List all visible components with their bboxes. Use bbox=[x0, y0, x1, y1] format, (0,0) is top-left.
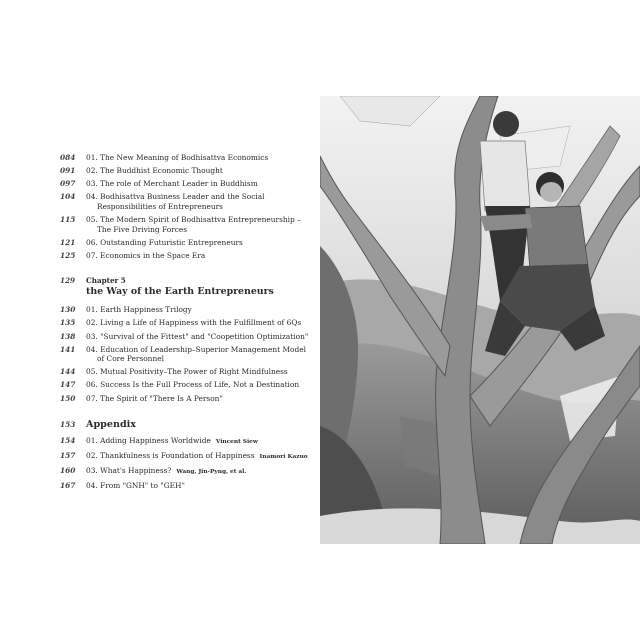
toc-entry-title bbox=[86, 179, 310, 189]
toc-entry bbox=[60, 192, 310, 211]
toc-entry-author: Inamori Kazuo bbox=[259, 454, 308, 461]
toc-entry-title bbox=[86, 153, 310, 163]
toc-entry bbox=[60, 166, 310, 176]
chapter-heading-row bbox=[60, 276, 310, 285]
toc-entry bbox=[60, 153, 310, 163]
toc-entry-line: 06. Outstanding Futuristic Entrepreneurs bbox=[86, 237, 243, 247]
toc-page-number: 097 bbox=[60, 179, 76, 189]
toc-entry-line: 01. Earth Happiness Trilogy bbox=[86, 305, 192, 315]
toc-entry bbox=[60, 251, 310, 261]
toc-entry bbox=[60, 436, 310, 448]
toc-entry-line: 07. The Spirit of "There Is A Person" bbox=[86, 393, 223, 403]
toc-entry bbox=[60, 394, 310, 404]
toc-entry bbox=[60, 215, 310, 234]
toc-page-number: 141 bbox=[60, 344, 76, 354]
toc-entry bbox=[60, 466, 310, 478]
toc-entry-line: 03. The role of Merchant Leader in Buddhism bbox=[86, 179, 258, 189]
appendix-heading-row bbox=[60, 419, 310, 430]
chapter-page-number: 129 bbox=[60, 276, 76, 286]
toc-entry-author: Wang, Jin-Pyng, et al. bbox=[176, 469, 247, 476]
toc-page-number: 147 bbox=[60, 380, 76, 390]
toc-page-number: 084 bbox=[60, 153, 76, 162]
toc-page-number: 135 bbox=[60, 318, 76, 328]
toc-entry bbox=[60, 345, 310, 364]
toc-page-number: 115 bbox=[60, 214, 76, 224]
toc-page-number: 154 bbox=[60, 436, 76, 446]
toc-entry-line: 04. From "GNH" to "GEH" bbox=[86, 481, 185, 491]
toc-entry-title bbox=[86, 238, 310, 248]
toc-entry-line: 02. Living a Life of Happiness with the Fulfillment of 6Qs bbox=[86, 318, 302, 328]
toc-entry-title bbox=[86, 166, 310, 176]
toc-entry-title bbox=[86, 394, 310, 404]
toc-chapter-5 bbox=[60, 276, 310, 403]
toc-page-number: 091 bbox=[60, 166, 76, 176]
toc-entry-line: 02. Thankfulness is Foundation of Happiness bbox=[86, 451, 255, 461]
toc-entry-line: 06. Success Is the Full Process of Life, Not a Destination bbox=[86, 380, 300, 390]
toc-page-number: 160 bbox=[60, 466, 76, 476]
toc-entry-line-2: of Core Personnel bbox=[97, 354, 164, 364]
toc-page-number: 150 bbox=[60, 393, 76, 403]
toc-entry-line: 04. Education of Leadership–Superior Management Model bbox=[86, 344, 306, 354]
toc-entry bbox=[60, 179, 310, 189]
toc-entry-title bbox=[86, 451, 310, 463]
toc-entry-line: 01. Adding Happiness Worldwide bbox=[86, 436, 211, 446]
chapter-title: the Way of the Earth Entrepreneurs bbox=[86, 286, 274, 298]
chapter-label: Chapter 5 bbox=[86, 276, 126, 286]
toc-page-number: 125 bbox=[60, 250, 76, 260]
toc-entry-line-2: Responsibilities of Entrepreneurs bbox=[97, 201, 223, 211]
toc-page-number: 130 bbox=[60, 305, 76, 315]
toc-entry-title bbox=[86, 380, 310, 390]
toc-entry bbox=[60, 332, 310, 342]
toc-entry bbox=[60, 380, 310, 390]
toc-entry bbox=[60, 305, 310, 315]
tree-photo bbox=[320, 96, 640, 544]
toc-entry-line: 04. Bodhisattva Business Leader and the Social bbox=[86, 192, 265, 202]
toc-page-number: 167 bbox=[60, 481, 76, 491]
toc-entry-title bbox=[86, 192, 310, 211]
toc-entry-line: 02. The Buddhist Economic Thought bbox=[86, 166, 223, 176]
toc-entry-line: 03. What's Happiness? bbox=[86, 466, 172, 476]
toc-entry-title bbox=[86, 318, 310, 328]
toc-entry-title bbox=[86, 345, 310, 364]
toc-appendix bbox=[60, 419, 310, 491]
toc-entry-line: 01. The New Meaning of Bodhisattva Economics bbox=[86, 153, 269, 162]
toc-entry bbox=[60, 318, 310, 328]
toc-entry-line: 05. Mutual Positivity–The Power of Right Mindfulness bbox=[86, 367, 288, 377]
appendix-page-number: 153 bbox=[60, 420, 76, 430]
table-of-contents bbox=[60, 153, 310, 494]
toc-entry-line: 07. Economics in the Space Era bbox=[86, 250, 206, 260]
toc-page-number: 104 bbox=[60, 192, 76, 202]
toc-entry-line-2: The Five Driving Forces bbox=[97, 224, 188, 234]
toc-entry-title bbox=[86, 466, 310, 478]
toc-page-number: 157 bbox=[60, 451, 76, 461]
toc-entry-line: 05. The Modern Spirit of Bodhisattva Entrepreneurship – bbox=[86, 214, 301, 224]
toc-entry-title bbox=[86, 251, 310, 261]
appendix-title: Appendix bbox=[86, 419, 137, 431]
tree-photo-illustration bbox=[320, 96, 640, 544]
toc-entry bbox=[60, 238, 310, 248]
toc-entry-title bbox=[86, 367, 310, 377]
toc-entry-title bbox=[86, 481, 310, 491]
toc-entry bbox=[60, 367, 310, 377]
toc-page-number: 144 bbox=[60, 367, 76, 377]
toc-entry-title bbox=[86, 332, 310, 342]
toc-page-number: 121 bbox=[60, 237, 76, 247]
toc-entry-line: 03. "Survival of the Fittest" and "Coopetition Optimization" bbox=[86, 331, 309, 341]
toc-entry-title bbox=[86, 436, 310, 448]
toc-page-number: 138 bbox=[60, 331, 76, 341]
toc-entry bbox=[60, 481, 310, 491]
toc-entry-title bbox=[86, 305, 310, 315]
toc-section-1 bbox=[60, 153, 310, 260]
toc-entry-title bbox=[86, 215, 310, 234]
toc-entry-author: Vincent Siew bbox=[215, 439, 258, 446]
toc-entry bbox=[60, 451, 310, 463]
